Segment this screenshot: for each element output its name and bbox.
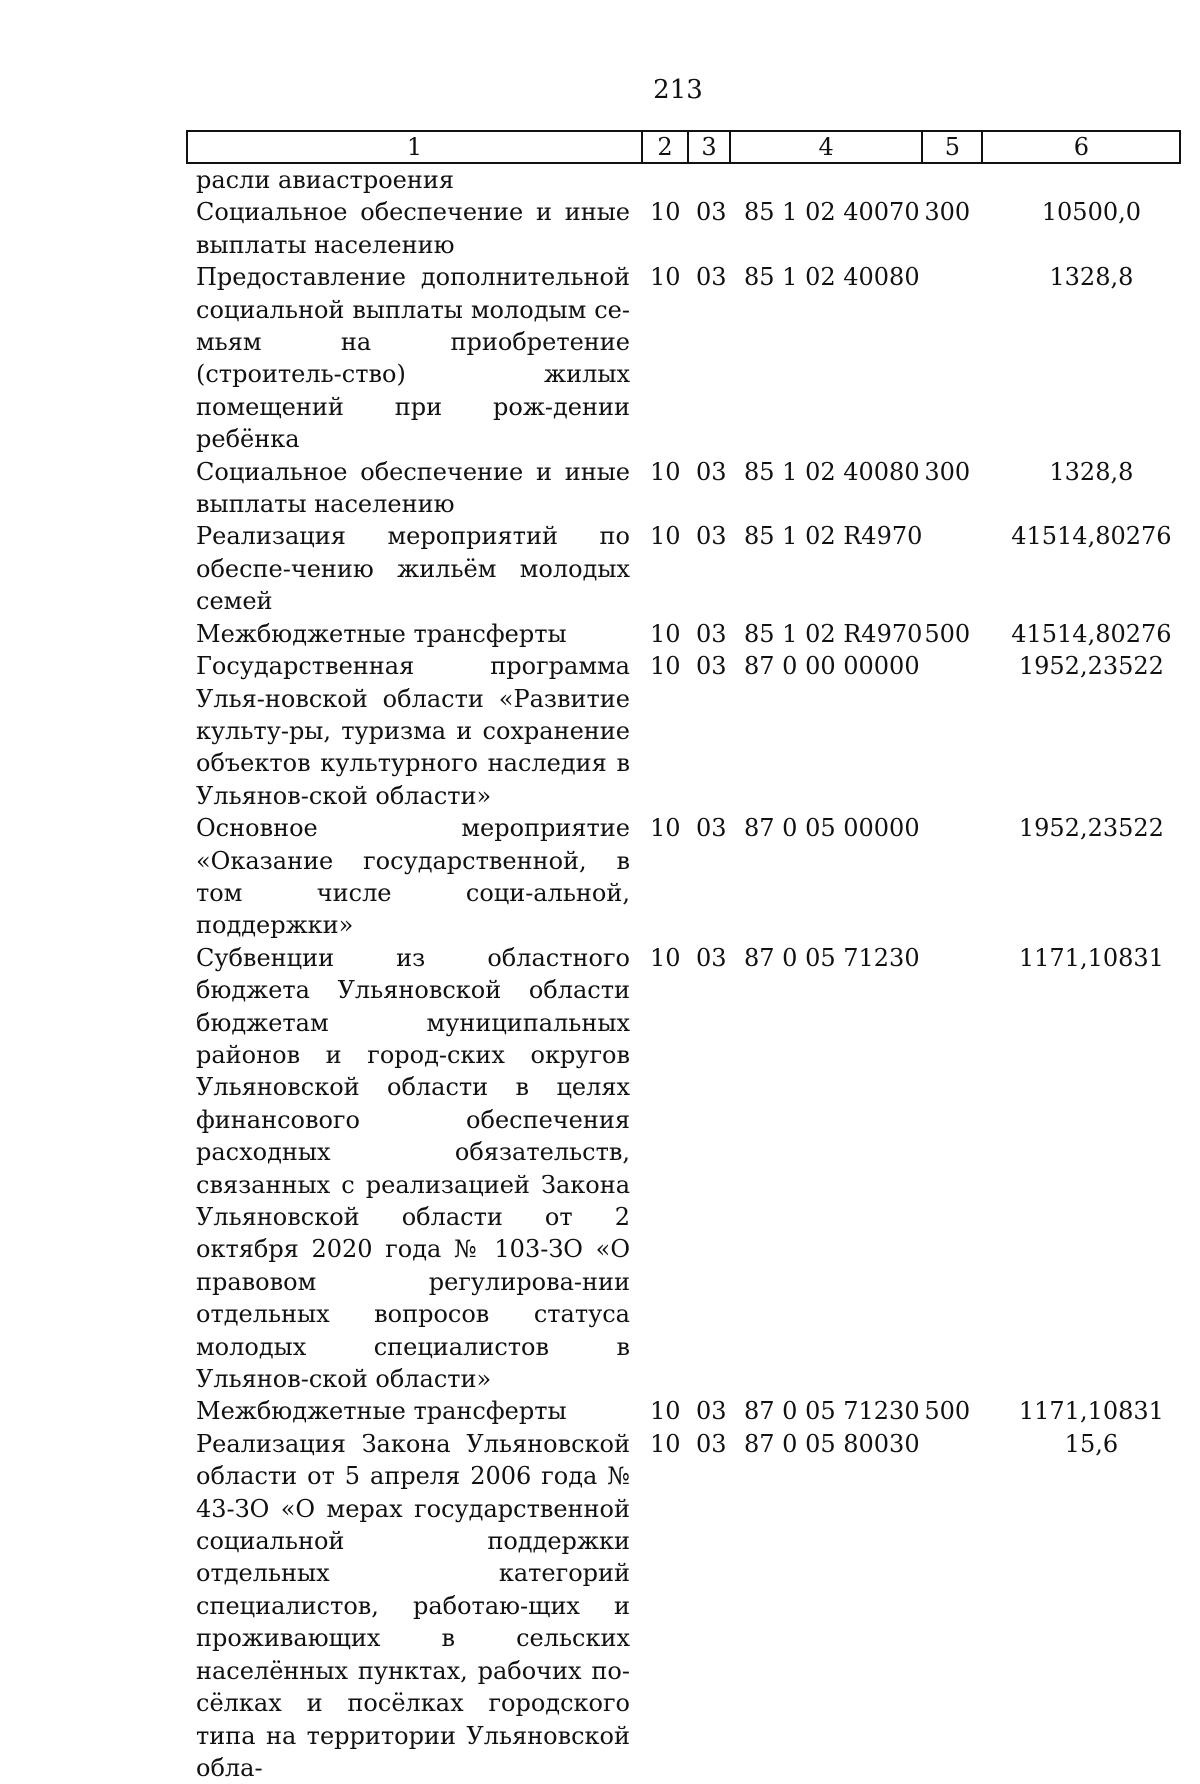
section-code: 10 xyxy=(650,522,681,551)
table-row xyxy=(187,1395,1180,1427)
row-name: расли авиастроения xyxy=(196,166,454,194)
expense-type-code xyxy=(922,942,982,1396)
section-code: 10 xyxy=(650,1429,681,1458)
table-row xyxy=(187,261,1180,455)
amount: 10500,0 xyxy=(1041,198,1142,227)
expense-type-code: 300 xyxy=(924,457,971,486)
table-row xyxy=(187,456,1180,521)
target-article-code: 87 0 05 00000 xyxy=(744,814,920,843)
row-name: Основное мероприятие «Оказание государственной, в том числе соци-альной, поддержки» xyxy=(196,814,630,940)
expense-type-code xyxy=(922,520,982,617)
page-number: 213 xyxy=(653,75,703,105)
target-article-code: 85 1 02 R4970 xyxy=(744,522,923,551)
section-code: 10 xyxy=(650,263,681,292)
column-header-5: 5 xyxy=(922,131,982,163)
column-header-2: 2 xyxy=(642,131,688,163)
amount: 1171,10831 xyxy=(1018,1397,1164,1426)
expense-type-code xyxy=(922,1428,982,1784)
row-name: Предоставление дополнительной социальной выплаты молодым се-мьям на приобретение (строитель-ство) жилых помещений при рож-дении ребёнка xyxy=(196,263,630,454)
section-code: 10 xyxy=(650,619,681,648)
section-code: 10 xyxy=(650,457,681,486)
amount: 1328,8 xyxy=(1049,263,1134,292)
table-row xyxy=(187,650,1180,812)
row-name: Социальное обеспечение и иные выплаты населению xyxy=(196,457,630,519)
target-article-code xyxy=(730,163,922,196)
expense-type-code xyxy=(922,163,982,196)
section-code: 10 xyxy=(650,814,681,843)
subsection-code: 03 xyxy=(696,619,727,648)
section-code: 10 xyxy=(650,943,681,972)
expense-type-code: 300 xyxy=(924,198,971,227)
budget-table xyxy=(186,130,1181,1784)
subsection-code: 03 xyxy=(696,943,727,972)
table-row xyxy=(187,618,1180,650)
expense-type-code: 500 xyxy=(924,1397,971,1426)
expense-type-code xyxy=(922,812,982,942)
target-article-code: 87 0 05 80030 xyxy=(744,1429,920,1458)
subsection-code: 03 xyxy=(696,198,727,227)
amount: 1171,10831 xyxy=(1018,943,1164,972)
section-code xyxy=(642,163,688,196)
column-header-1: 1 xyxy=(187,131,642,163)
expense-type-code xyxy=(922,261,982,455)
amount: 41514,80276 xyxy=(1011,522,1172,551)
target-article-code: 85 1 02 40080 xyxy=(744,457,920,486)
table-row xyxy=(187,163,1180,196)
column-header-6: 6 xyxy=(982,131,1180,163)
table-row xyxy=(187,812,1180,942)
table-row xyxy=(187,942,1180,1396)
amount: 1952,23522 xyxy=(1018,652,1164,681)
subsection-code: 03 xyxy=(696,1429,727,1458)
subsection-code: 03 xyxy=(696,814,727,843)
column-header-3: 3 xyxy=(688,131,730,163)
table-body xyxy=(187,163,1180,1784)
subsection-code: 03 xyxy=(696,263,727,292)
row-name: Государственная программа Улья-новской области «Развитие культу-ры, туризма и сохранение объектов культурного наследия в Ульянов-ской области» xyxy=(196,652,630,810)
section-code: 10 xyxy=(650,198,681,227)
target-article-code: 85 1 02 R4970 xyxy=(744,619,923,648)
row-name: Реализация мероприятий по обеспе-чению жильём молодых семей xyxy=(196,522,630,616)
expense-type-code: 500 xyxy=(924,619,971,648)
table-row xyxy=(187,520,1180,617)
amount xyxy=(982,163,1180,196)
subsection-code: 03 xyxy=(696,652,727,681)
subsection-code xyxy=(688,163,730,196)
section-code: 10 xyxy=(650,652,681,681)
amount: 1328,8 xyxy=(1049,457,1134,486)
table-row xyxy=(187,196,1180,261)
table-row xyxy=(187,1428,1180,1784)
row-name: Реализация Закона Ульяновской области от 5 апреля 2006 года № 43-ЗО «О мерах государственной социальной поддержки отдельных категорий специалистов, работаю-щих и проживающих в сельских населённых пунктах, рабочих по-сёлках и посёлках городского типа на территории Ульяновской обла- xyxy=(196,1429,630,1782)
target-article-code: 85 1 02 40080 xyxy=(744,263,920,292)
amount: 15,6 xyxy=(1064,1429,1119,1458)
target-article-code: 87 0 05 71230 xyxy=(744,1397,920,1426)
amount: 1952,23522 xyxy=(1018,814,1164,843)
subsection-code: 03 xyxy=(696,457,727,486)
section-code: 10 xyxy=(650,1397,681,1426)
header-row xyxy=(187,131,1180,163)
row-name: Межбюджетные трансферты xyxy=(196,1397,567,1426)
row-name: Социальное обеспечение и иные выплаты населению xyxy=(196,198,630,259)
row-name: Межбюджетные трансферты xyxy=(196,619,567,648)
target-article-code: 85 1 02 40070 xyxy=(744,198,920,227)
amount: 41514,80276 xyxy=(1011,619,1172,648)
column-header-4: 4 xyxy=(730,131,922,163)
table-header xyxy=(187,131,1180,163)
row-name: Субвенции из областного бюджета Ульяновской области бюджетам муниципальных районов и город-ских округов Ульяновской области в целях финансового обеспечения расходных обязательств, связанных с реализацией Закона Ульяновской области от 2 октября 2020 года № 103-ЗО «О правовом регулирова-нии отдельных вопросов статуса молодых специалистов в Ульянов-ской области» xyxy=(196,943,630,1394)
subsection-code: 03 xyxy=(696,1397,727,1426)
target-article-code: 87 0 00 00000 xyxy=(744,652,920,681)
subsection-code: 03 xyxy=(696,522,727,551)
target-article-code: 87 0 05 71230 xyxy=(744,943,920,972)
expense-type-code xyxy=(922,650,982,812)
